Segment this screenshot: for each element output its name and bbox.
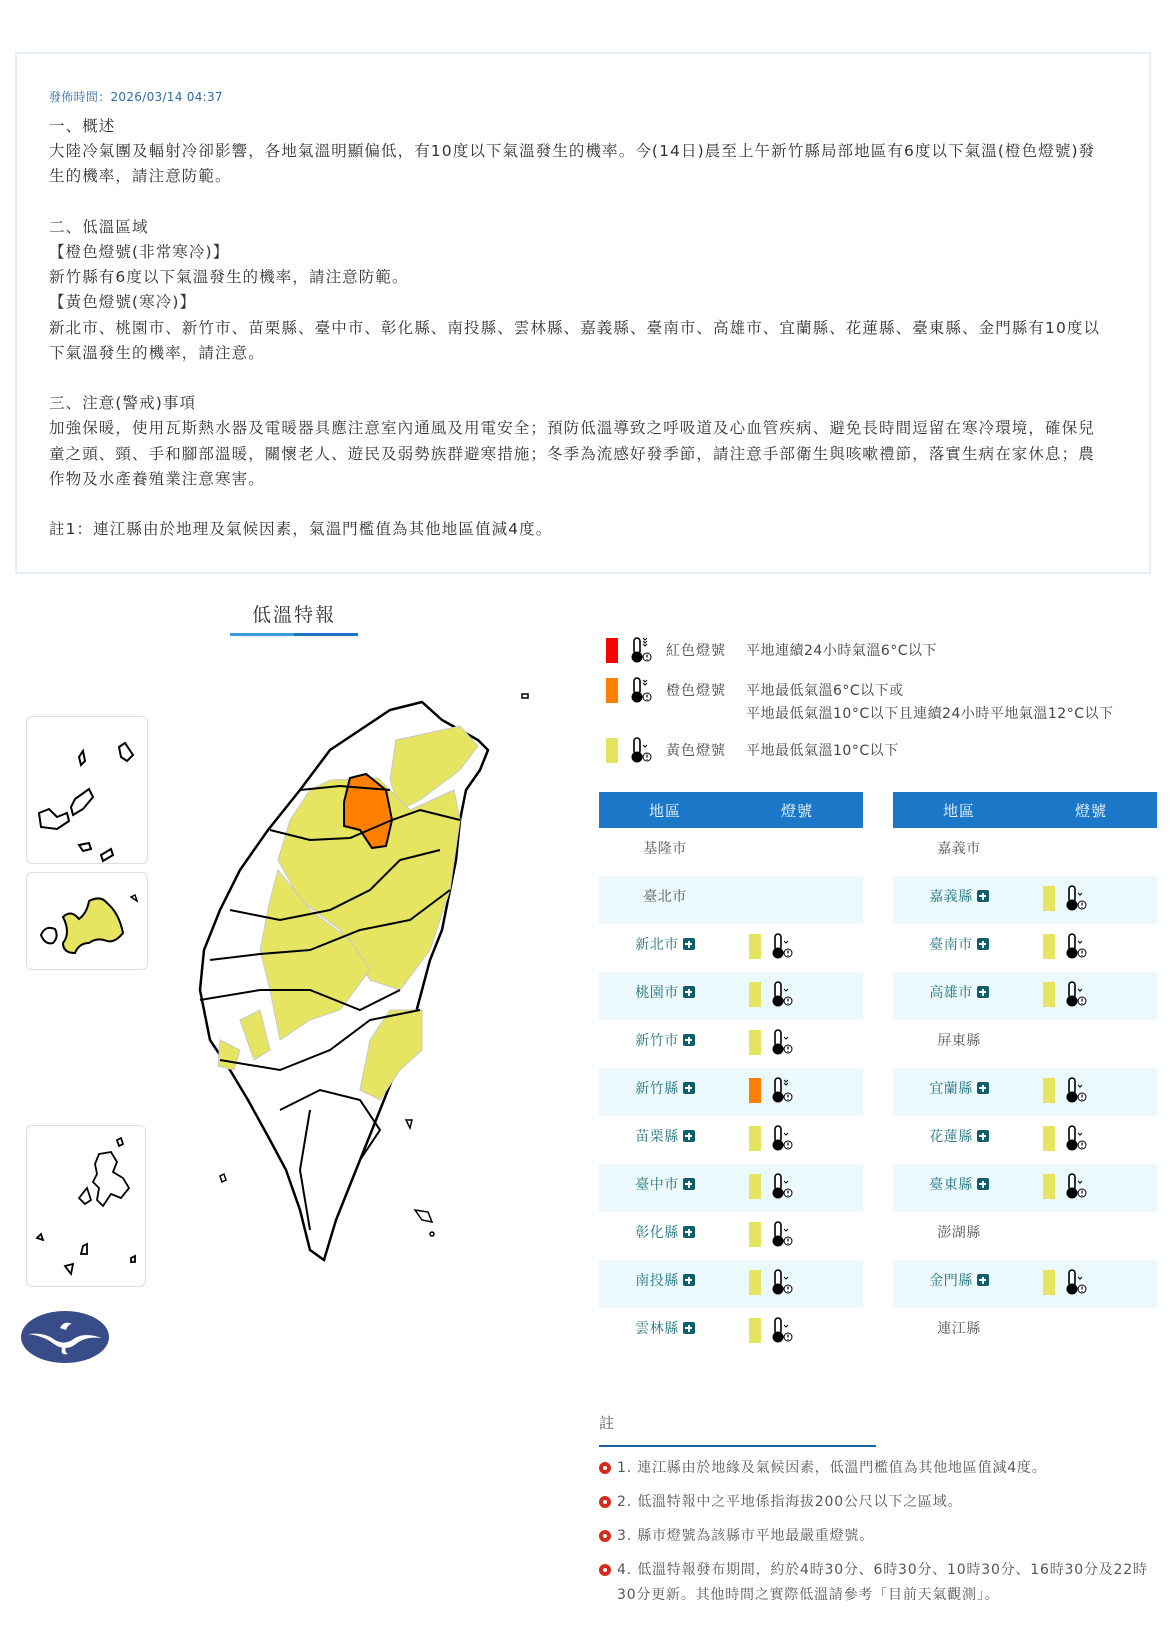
region-label[interactable]: 宜蘭縣 [929,1081,973,1097]
region-table-right [893,792,1157,1356]
matsu-islands-map [27,717,147,863]
kinmen-inset [26,872,148,970]
expand-plus-icon[interactable] [977,986,989,998]
table-row [599,1212,863,1260]
table-row [599,876,863,924]
table-row [599,1116,863,1164]
region-name[interactable] [599,1222,731,1242]
thermometer-yellow-icon [1063,980,1089,1008]
yellow-signal-swatch [1043,1078,1055,1103]
expand-plus-icon[interactable] [683,1226,695,1238]
table-row [599,924,863,972]
header-signal: 燈號 [780,801,813,820]
thermometer-yellow-icon [769,1268,795,1296]
expand-plus-icon[interactable] [683,1082,695,1094]
footnote-1: 註1：連江縣由於地理及氣候因素，氣溫門檻值為其他地區值減4度。 [49,520,553,539]
thermometer-orange-icon [769,1076,795,1104]
yellow-signal-swatch [1043,982,1055,1007]
region-label[interactable]: 新竹縣 [635,1081,679,1097]
table-row [599,1068,863,1116]
header-region: 地區 [942,801,975,820]
region-name[interactable] [893,1174,1025,1194]
table-row [599,1308,863,1356]
legend-red-desc: 平地連續24小時氣溫6°C以下 [746,643,937,659]
region-label[interactable]: 金門縣 [929,1273,973,1289]
yellow-signal-swatch [749,934,761,959]
notes-title: 註 [599,1412,876,1447]
expand-plus-icon[interactable] [683,938,695,950]
yellow-signal-swatch [749,1318,761,1343]
legend-orange-name: 橙色燈號 [666,683,726,699]
thermometer-yellow-icon [1063,1268,1089,1296]
table-row [893,1020,1157,1068]
note-item [599,1490,1159,1515]
region-name[interactable] [599,1270,731,1290]
yellow-signal-swatch [749,982,761,1007]
region-name[interactable] [599,982,731,1002]
region-name [893,1222,1025,1242]
section3-body: 加強保暖，使用瓦斯熱水器及電暖器具應注意室內通風及用電安全；預防低溫導致之呼吸道及心血管疾病、避免長時間逗留在寒冷環境，確保兒童之頭、頸、手和腳部溫暖，關懷老人、遊民及弱勢族群避寒措施；冬季為流感好發季節，請注意手部衛生與咳嗽禮節，落實生病在家休息；農作物及水產養殖業注意寒害。 [49,419,1095,488]
region-label[interactable]: 臺南市 [929,937,973,953]
note-text: 3. 縣市燈號為該縣市平地最嚴重燈號。 [617,1528,875,1544]
table-row [599,828,863,876]
region-label: 嘉義市 [937,841,981,857]
region-label[interactable]: 苗栗縣 [635,1129,679,1145]
note-text: 2. 低溫特報中之平地係指海拔200公尺以下之區域。 [617,1494,963,1510]
region-label: 臺北市 [643,889,687,905]
thermometer-yellow-icon [769,1220,795,1248]
thermometer-yellow-icon [769,932,795,960]
orange-swatch [606,678,618,703]
thermometer-double-down-icon [628,676,654,704]
header-region: 地區 [648,801,681,820]
table-row [893,1164,1157,1212]
region-name[interactable] [893,934,1025,954]
region-name [599,886,731,906]
table-row [893,1068,1157,1116]
table-row [893,1116,1157,1164]
region-name[interactable] [893,1126,1025,1146]
expand-plus-icon[interactable] [683,986,695,998]
region-name [893,838,1025,858]
table-row [893,828,1157,876]
map-title: 低溫特報 [230,600,358,636]
table-row [893,1260,1157,1308]
thermometer-yellow-icon [1063,932,1089,960]
yellow-signal-swatch [749,1270,761,1295]
region-label[interactable]: 臺中市 [635,1177,679,1193]
thermometer-single-down-icon [628,736,654,764]
yellow-signal-swatch [749,1030,761,1055]
penghu-inset [26,1125,146,1287]
table-header [893,792,1157,828]
expand-plus-icon[interactable] [977,1178,989,1190]
thermometer-yellow-icon [769,1124,795,1152]
thermometer-yellow-icon [1063,884,1089,912]
region-label[interactable]: 花蓮縣 [929,1129,973,1145]
region-name[interactable] [893,886,1025,906]
legend-yellow-name: 黃色燈號 [666,743,726,759]
bullet-icon [599,1564,611,1576]
yellow-signal-swatch [1043,1270,1055,1295]
region-name [893,1030,1025,1050]
expand-plus-icon[interactable] [977,890,989,902]
table-row [599,1020,863,1068]
red-swatch [606,638,618,663]
taiwan-map [160,690,560,1310]
expand-plus-icon[interactable] [683,1130,695,1142]
table-row [893,924,1157,972]
table-row [893,876,1157,924]
yellow-swatch [606,738,618,763]
expand-plus-icon[interactable] [977,1082,989,1094]
region-name[interactable] [599,1078,731,1098]
orange-body: 新竹縣有6度以下氣溫發生的機率，請注意防範。 [49,268,409,287]
note-item [599,1558,1159,1608]
region-label[interactable]: 高雄市 [929,985,973,1001]
table-row [599,1260,863,1308]
kinmen-islands-map [27,873,147,969]
expand-plus-icon[interactable] [977,1130,989,1142]
region-name[interactable] [893,1078,1025,1098]
thermometer-yellow-icon [1063,1076,1089,1104]
matsu-inset [26,716,148,864]
thermometer-yellow-icon [769,1316,795,1344]
note-item [599,1524,1159,1549]
expand-plus-icon[interactable] [683,1322,695,1334]
region-label: 屏東縣 [937,1033,981,1049]
legend-red-name: 紅色燈號 [666,643,726,659]
region-label[interactable]: 彰化縣 [635,1225,679,1241]
bullet-icon [599,1530,611,1542]
section2-title: 二、低溫區域 [49,217,149,236]
table-row [893,1308,1157,1356]
yellow-signal-swatch [1043,1126,1055,1151]
orange-heading: 【橙色燈號(非常寒冷)】 [49,243,230,261]
thermometer-yellow-icon [1063,1124,1089,1152]
region-label[interactable]: 新竹市 [635,1033,679,1049]
yellow-signal-swatch [1043,934,1055,959]
table-row [599,972,863,1020]
yellow-signal-swatch [749,1174,761,1199]
yellow-body: 新北市、桃園市、新竹市、苗栗縣、臺中市、彰化縣、南投縣、雲林縣、嘉義縣、臺南市、高雄市、宜蘭縣、花蓮縣、臺東縣、金門縣有10度以下氣溫發生的機率，請注意。 [49,318,1101,362]
legend-yellow-desc: 平地最低氣溫10°C以下 [746,743,899,759]
thermometer-yellow-icon [1063,1172,1089,1200]
header-signal: 燈號 [1074,801,1107,820]
region-label[interactable]: 桃園市 [635,985,679,1001]
expand-plus-icon[interactable] [683,1178,695,1190]
region-name[interactable] [599,1030,731,1050]
region-name[interactable] [599,1174,731,1194]
region-label[interactable]: 臺東縣 [929,1177,973,1193]
expand-plus-icon[interactable] [683,1274,695,1286]
orange-signal-swatch [749,1078,761,1103]
section3-title: 三、注意(警戒)事項 [49,394,197,413]
legend-orange-desc-line1: 平地最低氣溫6°C以下或 [746,683,904,699]
thermometer-triple-down-icon [628,636,654,664]
legend-orange-desc-line2: 平地最低氣溫10°C以下且連續24小時平地氣溫12°C以下 [746,706,1114,722]
region-label[interactable]: 南投縣 [635,1273,679,1289]
region-name[interactable] [893,982,1025,1002]
legend-orange-desc [746,680,1114,726]
thermometer-yellow-icon [769,1172,795,1200]
yellow-signal-swatch [749,1126,761,1151]
region-label: 澎湖縣 [937,1225,981,1241]
penghu-islands-map [27,1126,145,1286]
table-row [893,1212,1157,1260]
region-name[interactable] [893,1270,1025,1290]
region-label: 基隆市 [643,841,687,857]
summary-panel [15,52,1151,574]
region-name [893,1318,1025,1338]
expand-plus-icon[interactable] [683,1034,695,1046]
region-name[interactable] [599,1318,731,1338]
region-name [599,838,731,858]
bullet-icon [599,1496,611,1508]
region-label[interactable]: 嘉義縣 [929,889,973,905]
note-text: 4. 低溫特報發布期間，約於4時30分、6時30分、10時30分、16時30分及22時30分更新。其他時間之實際低溫請參考「目前天氣觀測」。 [617,1562,1148,1603]
yellow-signal-swatch [1043,1174,1055,1199]
notes-section [599,1412,1159,1608]
yellow-signal-swatch [749,1222,761,1247]
region-label[interactable]: 雲林縣 [635,1321,679,1337]
region-table-left [599,792,863,1356]
expand-plus-icon[interactable] [977,938,989,950]
yellow-signal-swatch [1043,886,1055,911]
table-header [599,792,863,828]
yellow-heading: 【黃色燈號(寒冷)】 [49,293,197,312]
cwa-logo [20,1310,110,1364]
table-row [599,1164,863,1212]
note-text: 1. 連江縣由於地緣及氣候因素，低溫門檻值為其他地區值減4度。 [617,1460,1047,1476]
note-item [599,1456,1159,1481]
table-row [893,972,1157,1020]
summary-text [49,114,1109,542]
region-name[interactable] [599,934,731,954]
region-label: 連江縣 [937,1321,981,1337]
expand-plus-icon[interactable] [977,1274,989,1286]
thermometer-yellow-icon [769,980,795,1008]
bullet-icon [599,1462,611,1474]
section1-body: 大陸冷氣團及輻射冷卻影響，各地氣溫明顯偏低，有10度以下氣溫發生的機率。今(14日)晨至上午新竹縣局部地區有6度以下氣溫(橙色燈號)發生的機率，請注意防範。 [49,142,1096,186]
thermometer-yellow-icon [769,1028,795,1056]
region-name[interactable] [599,1126,731,1146]
section1-title: 一、概述 [49,117,116,135]
publish-time: 發佈時間：2026/03/14 04:37 [49,90,223,104]
region-label[interactable]: 新北市 [635,937,679,953]
